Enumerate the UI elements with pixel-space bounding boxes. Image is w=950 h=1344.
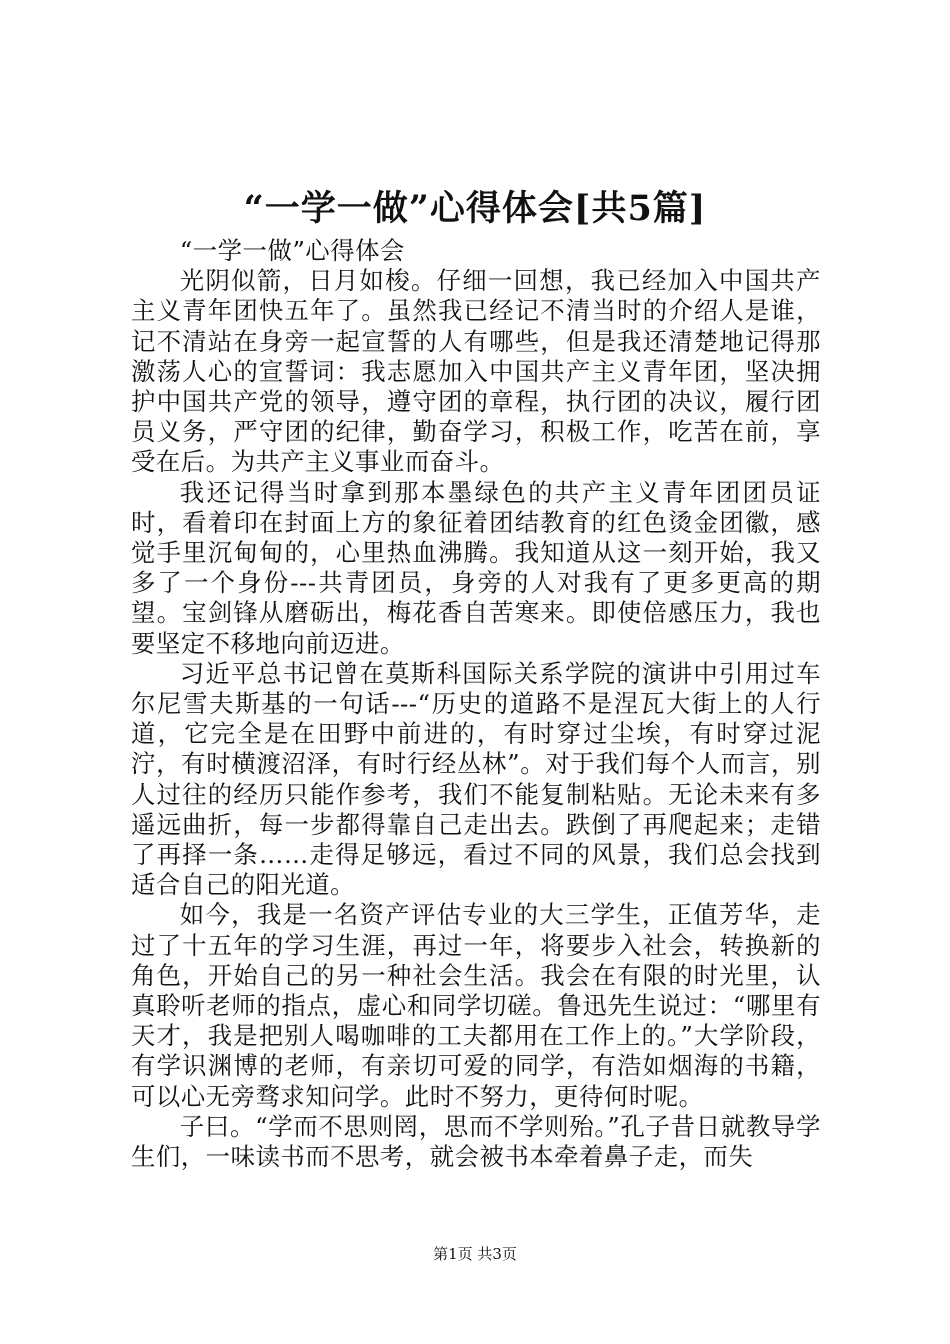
paragraph: 我还记得当时拿到那本墨绿色的共产主义青年团团员证时，看着印在封面上方的象征着团结教育的红色烫金团徽，感觉手里沉甸甸的，心里热血沸腾。我知道从这一刻开始，我又多了一个身份---共青团员，身旁的人对我有了更多更高的期望。宝剑锋从磨砺出，梅花香自苦寒来。即使倍感压力，我也要坚定不移地向前迈进。: [131, 477, 821, 658]
paragraph: 子曰。“学而不思则罔，思而不学则殆。”孔子昔日就教导学生们，一味读书而不思考，就会被书本牵着鼻子走，而失: [131, 1111, 821, 1172]
document-title: “一学一做”心得体会[共5篇]: [243, 188, 707, 229]
paragraph: 光阴似箭，日月如梭。仔细一回想，我已经加入中国共产主义青年团快五年了。虽然我已经记不清当时的介绍人是谁，记不清站在身旁一起宣誓的人有哪些，但是我还清楚地记得那激荡人心的宣誓词：我志愿加入中国共产主义青年团，坚决拥护中国共产党的领导，遵守团的章程，执行团的决议，履行团员义务，严守团的纪律，勤奋学习，积极工作，吃苦在前，享受在后。为共产主义事业而奋斗。: [131, 266, 821, 477]
paragraph: 如今，我是一名资产评估专业的大三学生，正值芳华，走过了十五年的学习生涯，再过一年，将要步入社会，转换新的角色，开始自己的另一种社会生活。我会在有限的时光里，认真聆听老师的指点，虚心和同学切磋。鲁迅先生说过：“哪里有天才，我是把别人喝咖啡的工夫都用在工作上的。”大学阶段，有学识渊博的老师，有亲切可爱的同学，有浩如烟海的书籍，可以心无旁骛求知问学。此时不努力，更待何时呢。: [131, 900, 821, 1111]
paragraph: 习近平总书记曾在莫斯科国际关系学院的演讲中引用过车尔尼雪夫斯基的一句话---“历史的道路不是涅瓦大街上的人行道，它完全是在田野中前进的，有时穿过尘埃，有时穿过泥泞，有时横渡沼泽，有时行经丛林”。对于我们每个人而言，别人过往的经历只能作参考，我们不能复制粘贴。无论未来有多遥远曲折，每一步都得靠自己走出去。跌倒了再爬起来；走错了再择一条……走得足够远，看过不同的风景，我们总会找到适合自己的阳光道。: [131, 658, 821, 900]
page-footer: 第1页 共3页: [433, 1245, 517, 1263]
document-body: [131, 236, 821, 1172]
document-subtitle: “一学一做”心得体会: [179, 236, 405, 265]
